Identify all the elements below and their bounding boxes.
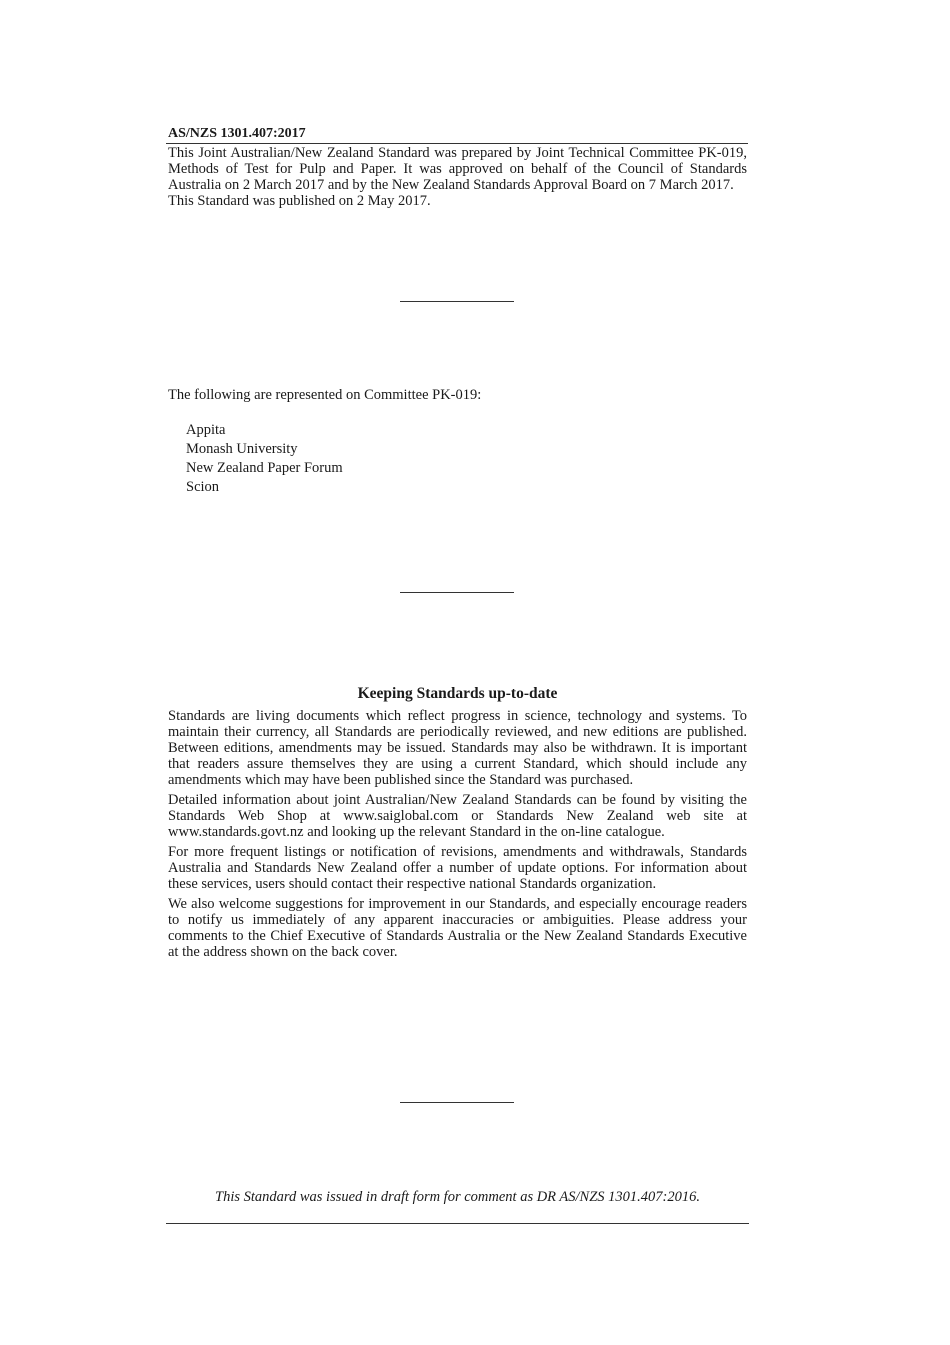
draft-note: This Standard was issued in draft form for comment as DR AS/NZS 1301.407:2016.: [215, 1189, 700, 1205]
body-paragraph: Detailed information about joint Australian/New Zealand Standards can be found by visiting the Standards Web Shop at www.saiglobal.com or Standards New Zealand web site at www.standards.govt.nz and looking up the relevant Standard in the on-line catalogue.: [168, 792, 747, 840]
document-id: AS/NZS 1301.407:2017: [168, 126, 306, 141]
committee-member: Scion: [186, 479, 220, 495]
committee-member-list: [186, 421, 343, 497]
keeping-up-to-date-body: [168, 708, 747, 964]
committee-member: Appita: [186, 422, 226, 438]
footer-rule: [166, 1223, 749, 1224]
section-heading: Keeping Standards up-to-date: [357, 685, 558, 702]
committee-intro: The following are represented on Committee PK-019:: [168, 387, 482, 403]
committee-member: Monash University: [186, 441, 298, 457]
preparation-statement: This Joint Australian/New Zealand Standard was prepared by Joint Technical Committee PK-019, Methods of Test for Pulp and Paper. It was approved on behalf of the Council of Standards Australia on 2 March 2017 and by the New Zealand Standards Approval Board on 7 March 2017.: [168, 145, 747, 193]
section-divider-3: [400, 1102, 514, 1103]
body-paragraph: Standards are living documents which reflect progress in science, technology and systems. To maintain their currency, all Standards are periodically reviewed, and new editions are published. Between editions, amendments may be issued. Standards may also be withdrawn. It is important that readers assure themselves they are using a current Standard, which should include any amendments which may have been published since the Standard was purchased.: [168, 708, 747, 788]
body-paragraph: We also welcome suggestions for improvement in our Standards, and especially encourage readers to notify us immediately of any apparent inaccuracies or ambiguities. Please address your comments to the Chief Executive of Standards Australia or the New Zealand Standards Executive at the address shown on the back cover.: [168, 896, 747, 960]
body-paragraph: For more frequent listings or notification of revisions, amendments and withdrawals, Standards Australia and Standards New Zealand offer a number of update options. For information about these services, users should contact their respective national Standards organization.: [168, 844, 747, 892]
committee-member: New Zealand Paper Forum: [186, 460, 343, 476]
header-rule: [166, 143, 748, 144]
section-divider-1: [400, 301, 514, 302]
publication-date: This Standard was published on 2 May 2017.: [168, 193, 431, 209]
preparation-block: [168, 145, 747, 209]
section-divider-2: [400, 592, 514, 593]
